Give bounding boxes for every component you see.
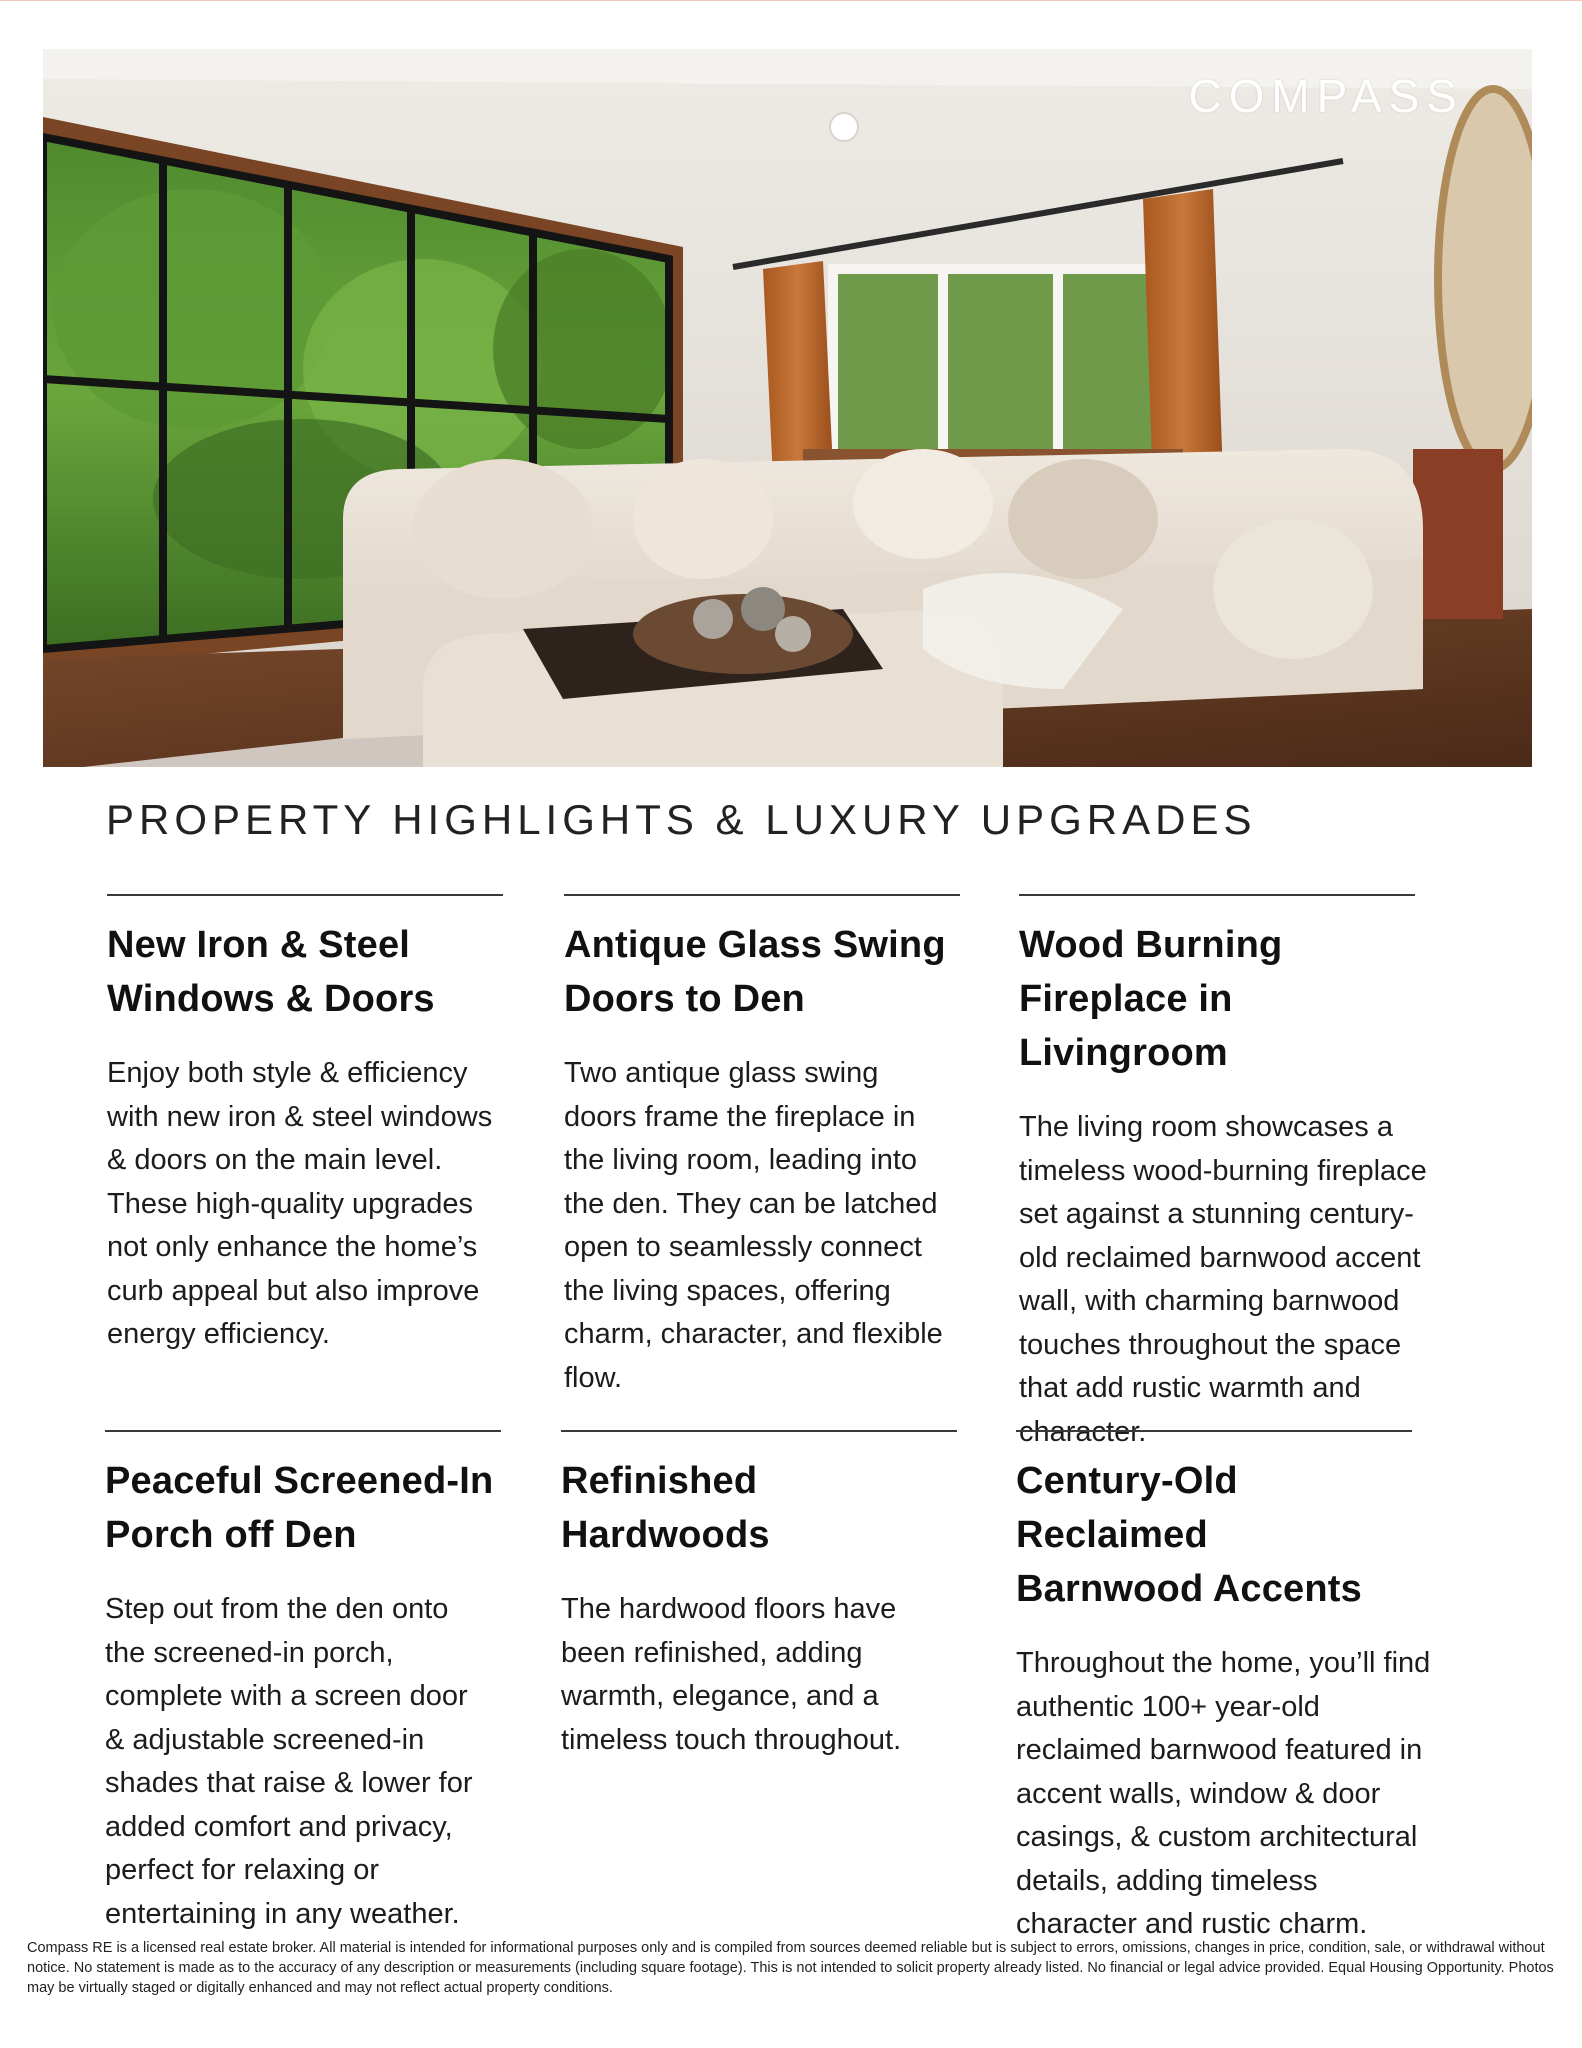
hero-photo xyxy=(43,49,1532,767)
feature-screened-porch xyxy=(105,1430,525,1936)
feature-divider xyxy=(1016,1430,1412,1432)
feature-title: Wood Burning Fireplace in Livingroom xyxy=(1019,924,1283,1074)
feature-iron-steel-windows xyxy=(107,894,527,1357)
feature-title: Century-Old Reclaimed Barnwood Accents xyxy=(1016,1460,1362,1610)
feature-description: The hardwood floors have been refinished, adding warmth, elegance, and a timeless touch throughout. xyxy=(561,1593,902,1756)
feature-description: Two antique glass swing doors frame the fireplace in the living room, leading into the den. They can be latched open to seamlessly connect the living spaces, offering charm, character, and flexible flow. xyxy=(564,1057,943,1394)
feature-divider xyxy=(105,1430,501,1432)
feature-divider xyxy=(561,1430,957,1432)
feature-divider xyxy=(1019,894,1415,896)
legal-disclaimer: Compass RE is a licensed real estate broker. All material is intended for informational purposes only and is compiled from sources deemed reliable but is subject to errors, omissions, changes in price, condition, sale, or withdrawal without notice. No statement is made as to the accuracy of any description or measurements (including square footage). This is not intended to solicit property already listed. No financial or legal advice provided. Equal Housing Opportunity. Photos may be virtually staged or digitally enhanced and may not reflect actual property conditions. xyxy=(27,1940,1554,1996)
feature-title: Peaceful Screened-In Porch off Den xyxy=(105,1460,494,1556)
compass-logo: COMPASS xyxy=(1188,70,1464,122)
feature-description: Step out from the den onto the screened-in porch, complete with a screen door & adjustable screened-in shades that raise & lower for added comfort and privacy, perfect for relaxing or entertaining in any weather. xyxy=(105,1593,473,1930)
feature-divider xyxy=(107,894,503,896)
feature-wood-burning-fireplace xyxy=(1019,894,1439,1454)
feature-refinished-hardwoods xyxy=(561,1430,981,1762)
feature-antique-glass-doors xyxy=(564,894,984,1400)
feature-description: Throughout the home, you’ll find authentic 100+ year-old reclaimed barnwood featured in accent walls, window & door casings, & custom architectural details, adding timeless character and rustic charm. xyxy=(1016,1647,1431,1940)
feature-title: Refinished Hardwoods xyxy=(561,1460,770,1556)
feature-divider xyxy=(564,894,960,896)
feature-reclaimed-barnwood xyxy=(1016,1430,1436,1947)
section-title: PROPERTY HIGHLIGHTS & LUXURY UPGRADES xyxy=(106,796,1257,843)
feature-description: The living room showcases a timeless wood-burning fireplace set against a stunning century- old reclaimed barnwood accent wall, with charming barnwood touches throughout the space that add rustic warmth and character. xyxy=(1019,1111,1427,1448)
feature-title: New Iron & Steel Windows & Doors xyxy=(107,924,435,1020)
feature-description: Enjoy both style & efficiency with new iron & steel windows & doors on the main level. These high-quality upgrades not only enhance the home’s curb appeal but also improve energy efficiency. xyxy=(107,1057,493,1350)
feature-title: Antique Glass Swing Doors to Den xyxy=(564,924,946,1020)
